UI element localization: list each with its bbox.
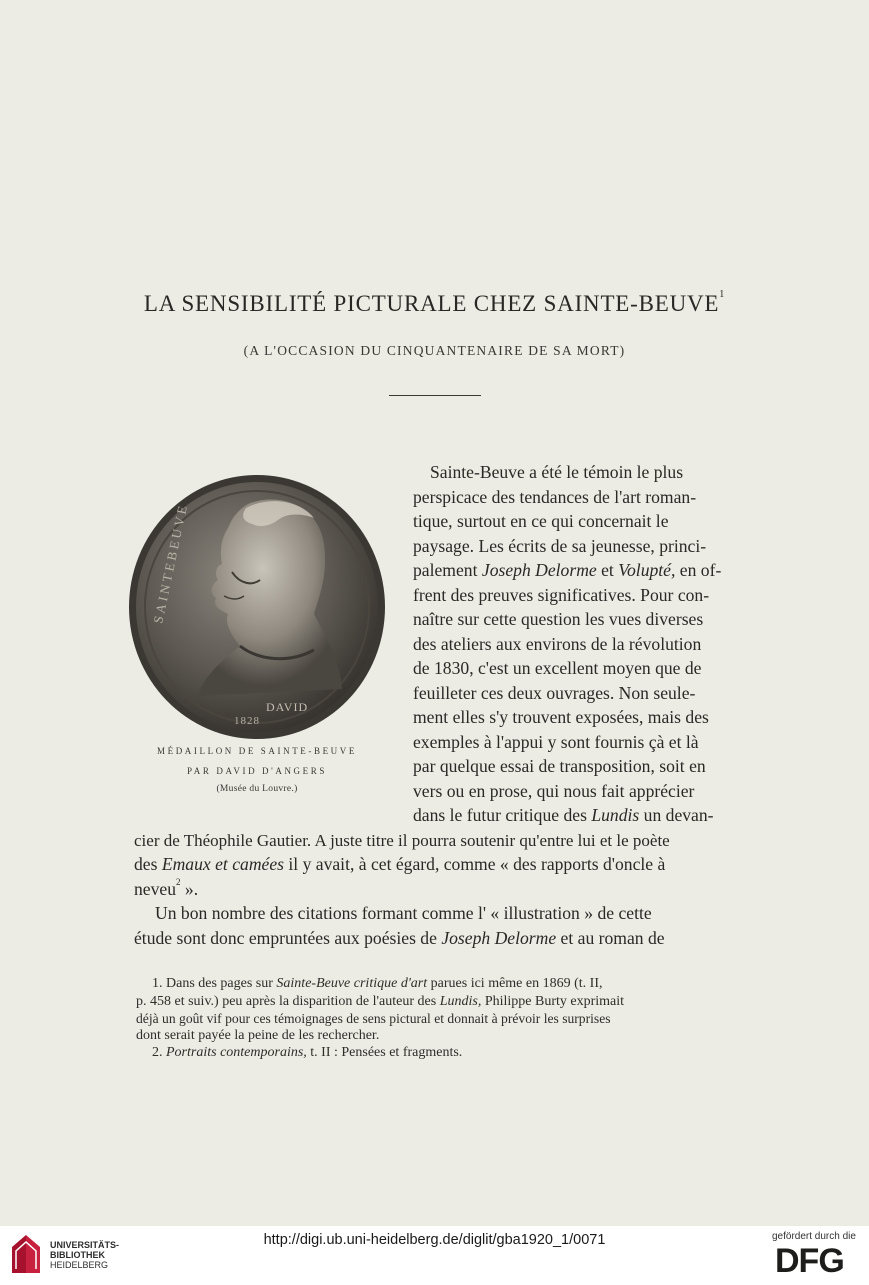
footnote-line: 2. Portraits contemporains, t. II : Pensées et fragments. xyxy=(152,1045,463,1060)
body-line: feuilleter ces deux ouvrages. Non seule- xyxy=(413,683,696,703)
caption-line-3: (Musée du Louvre.) xyxy=(216,784,298,794)
body-line: frent des preuves significatives. Pour con- xyxy=(413,585,710,605)
dfg-logo[interactable]: DFG xyxy=(775,1242,844,1280)
body-line: neveu$^2$ ». xyxy=(134,877,199,899)
work-title: Joseph Delorme xyxy=(481,560,597,580)
body-line: dans le futur critique des Lundis un devan- xyxy=(413,805,714,825)
body-line: palement Joseph Delorme et Volupté, en of- xyxy=(413,560,722,580)
footnote-line: dont serait payée la peine de les rechercher. xyxy=(136,1028,380,1043)
medal-year: 1828 xyxy=(234,715,260,727)
body-line: ment elles s'y trouvent exposées, mais des xyxy=(413,707,709,727)
body-line: par quelque essai de transposition, soit en xyxy=(413,756,706,776)
article-subtitle: (A L'OCCASION DU CINQUANTENAIRE DE SA MORT) xyxy=(243,343,626,358)
footnote-line: p. 458 et suiv.) peu après la disparition de l'auteur des Lundis, Philippe Burty exprimait xyxy=(136,994,625,1009)
body-line: de 1830, c'est un excellent moyen que de xyxy=(413,658,702,678)
title-footnote-ref[interactable]: 1 xyxy=(719,289,726,300)
footnote-line: 1. Dans des pages sur Sainte-Beuve critique d'art parues ici même en 1869 (t. II, xyxy=(152,976,603,991)
medal-signature: DAVID xyxy=(266,700,309,714)
body-line: Sainte-Beuve a été le témoin le plus xyxy=(430,462,684,482)
body-line: naître sur cette question les vues diverses xyxy=(413,609,704,629)
article-title: LA SENSIBILITÉ PICTURALE CHEZ SAINTE-BEUVE$^1$ xyxy=(143,289,726,316)
body-line: étude sont donc empruntées aux poésies de Joseph Delorme et au roman de xyxy=(134,928,665,948)
body-line: exemples à l'appui y sont fournis çà et là xyxy=(413,732,699,752)
medal-inscription: SAINTEBEUVE xyxy=(150,501,191,625)
work-title: Joseph Delorme xyxy=(441,928,557,948)
footnote-ref[interactable]: 2 xyxy=(176,877,181,887)
medallion-image xyxy=(128,474,386,740)
work-title: Lundis xyxy=(591,805,640,825)
title-divider xyxy=(389,395,481,396)
body-line: vers ou en prose, qui nous fait apprécier xyxy=(413,781,695,801)
body-line: paysage. Les écrits de sa jeunesse, princi- xyxy=(413,536,707,556)
caption-line-1: MÉDAILLON DE SAINTE-BEUVE xyxy=(157,746,357,756)
footnote-line: déjà un goût vif pour ces témoignages de sens pictural et donnait à prévoir les surprises xyxy=(136,1011,611,1026)
body-line: tique, surtout en ce qui concernait le xyxy=(413,511,669,531)
body-line: cier de Théophile Gautier. A juste titre il pourra soutenir qu'entre lui et le poète xyxy=(134,831,670,850)
body-line: des Emaux et camées il y avait, à cet égard, comme « des rapports d'oncle à xyxy=(134,854,666,874)
body-line: des ateliers aux environs de la révolution xyxy=(413,634,702,654)
permalink-url[interactable]: http://digi.ub.uni-heidelberg.de/diglit/gba1920_1/0071 xyxy=(263,1232,606,1248)
caption-line-2: PAR DAVID D'ANGERS xyxy=(187,766,327,776)
work-title: Emaux et camées xyxy=(161,854,284,874)
funding-note: gefördert durch die xyxy=(772,1231,856,1242)
body-line: perspicace des tendances de l'art roman- xyxy=(413,487,697,507)
work-title: Volupté, xyxy=(618,560,676,580)
library-name[interactable]: UNIVERSITÄTS- BIBLIOTHEK HEIDELBERG xyxy=(50,1240,120,1270)
body-line: Un bon nombre des citations formant comme l' « illustration » de cette xyxy=(155,903,652,923)
